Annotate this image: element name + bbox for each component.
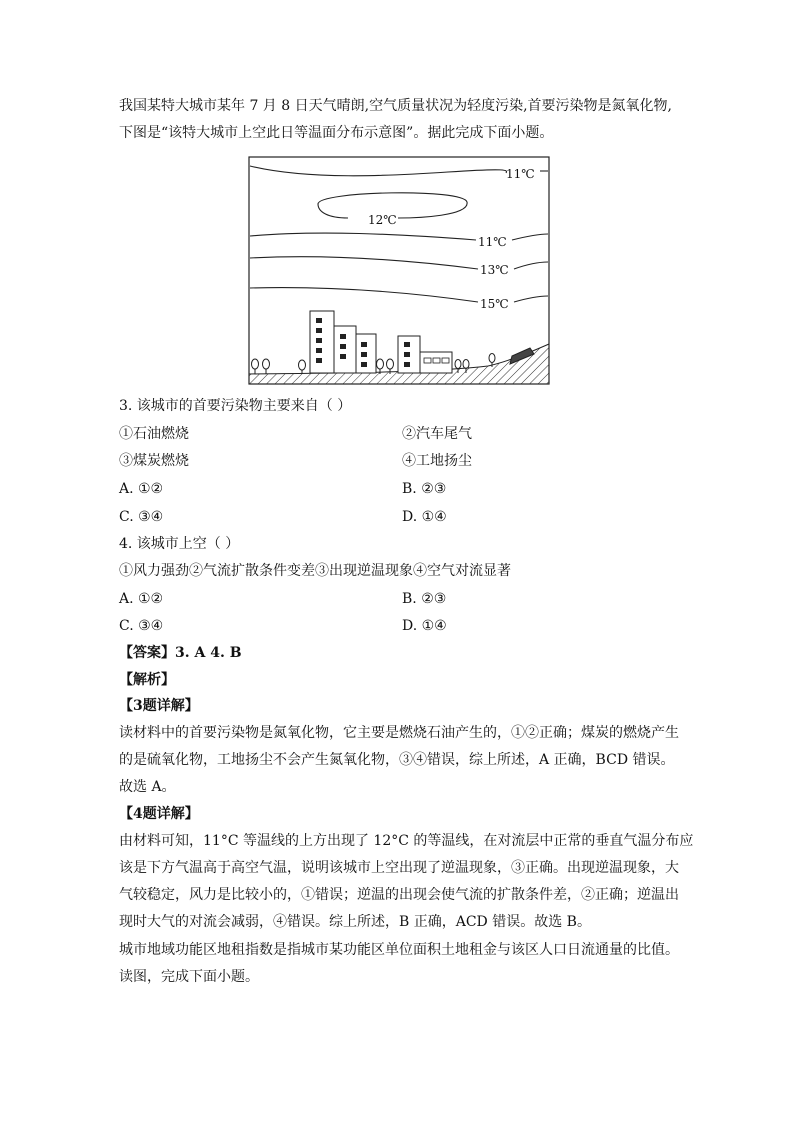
- q3-opt2: ②汽车尾气: [402, 426, 472, 442]
- q4-detail-line-3: 气较稳定，风力是比较小的，①错误；逆温的出现会使气流的扩散条件差，②正确；逆温出: [119, 887, 679, 903]
- isotherm-label-11c-top: 11℃: [506, 167, 535, 181]
- intro-line-1: 我国某特大城市某年 7 月 8 日天气晴朗,空气质量状况为轻度污染,首要污染物是氮氧化物,: [119, 98, 672, 114]
- q3-choice-c: C. ③④: [119, 509, 164, 525]
- q4-detail-heading: 【4题详解】: [119, 806, 199, 822]
- q3-choice-d: D. ①④: [402, 509, 447, 525]
- q3-choice-a: A. ①②: [119, 481, 164, 497]
- q4-choice-b: B. ②③: [402, 591, 447, 607]
- analysis-heading: 【解析】: [119, 672, 175, 688]
- q3-detail-line-3: 故选 A。: [119, 779, 176, 795]
- intro-line-2: 下图是“该特大城市上空此日等温面分布示意图”。据此完成下面小题。: [119, 125, 554, 141]
- next-intro-line-2: 读图，完成下面小题。: [119, 969, 259, 985]
- isotherm-label-15c: 15℃: [480, 297, 509, 311]
- q3-detail-line-2: 的是硫氧化物，工地扬尘不会产生氮氧化物，③④错误，综上所述，A 正确，BCD 错误。: [119, 752, 675, 768]
- q4-detail-line-4: 现时大气的对流会减弱，④错误。综上所述，B 正确，ACD 错误。故选 B。: [119, 914, 591, 930]
- q3-choice-b: B. ②③: [402, 481, 447, 497]
- q4-choice-c: C. ③④: [119, 618, 164, 634]
- answer-label: 【答案】3. A 4. B: [119, 645, 242, 661]
- q4-detail-line-1: 由材料可知，11°C 等温线的上方出现了 12°C 的等温线，在对流层中正常的垂直气温分布应: [119, 833, 694, 849]
- isotherm-figure: [248, 156, 550, 385]
- q3-detail-line-1: 读材料中的首要污染物是氮氧化物，它主要是燃烧石油产生的，①②正确；煤炭的燃烧产生: [119, 725, 679, 741]
- isotherm-label-13c: 13℃: [480, 263, 509, 277]
- isotherm-label-11c-mid: 11℃: [478, 235, 507, 249]
- isotherm-label-12c: 12℃: [368, 213, 397, 227]
- q4-options: ①风力强劲②气流扩散条件变差③出现逆温现象④空气对流显著: [119, 563, 511, 579]
- q4-choice-a: A. ①②: [119, 591, 164, 607]
- q3-opt4: ④工地扬尘: [402, 453, 472, 469]
- q3-opt1: ①石油燃烧: [119, 426, 189, 442]
- q4-choice-d: D. ①④: [402, 618, 447, 634]
- q3-opt3: ③煤炭燃烧: [119, 453, 189, 469]
- q4-detail-line-2: 该是下方气温高于高空气温，说明该城市上空出现了逆温现象，③正确。出现逆温现象，大: [119, 860, 679, 876]
- q4-stem: 4. 该城市上空（ ）: [119, 536, 240, 552]
- q3-detail-heading: 【3题详解】: [119, 698, 199, 714]
- q3-stem: 3. 该城市的首要污染物主要来自（ ）: [119, 398, 352, 414]
- next-intro-line-1: 城市地域功能区地租指数是指城市某功能区单位面积土地租金与该区人口日流通量的比值。: [119, 942, 679, 958]
